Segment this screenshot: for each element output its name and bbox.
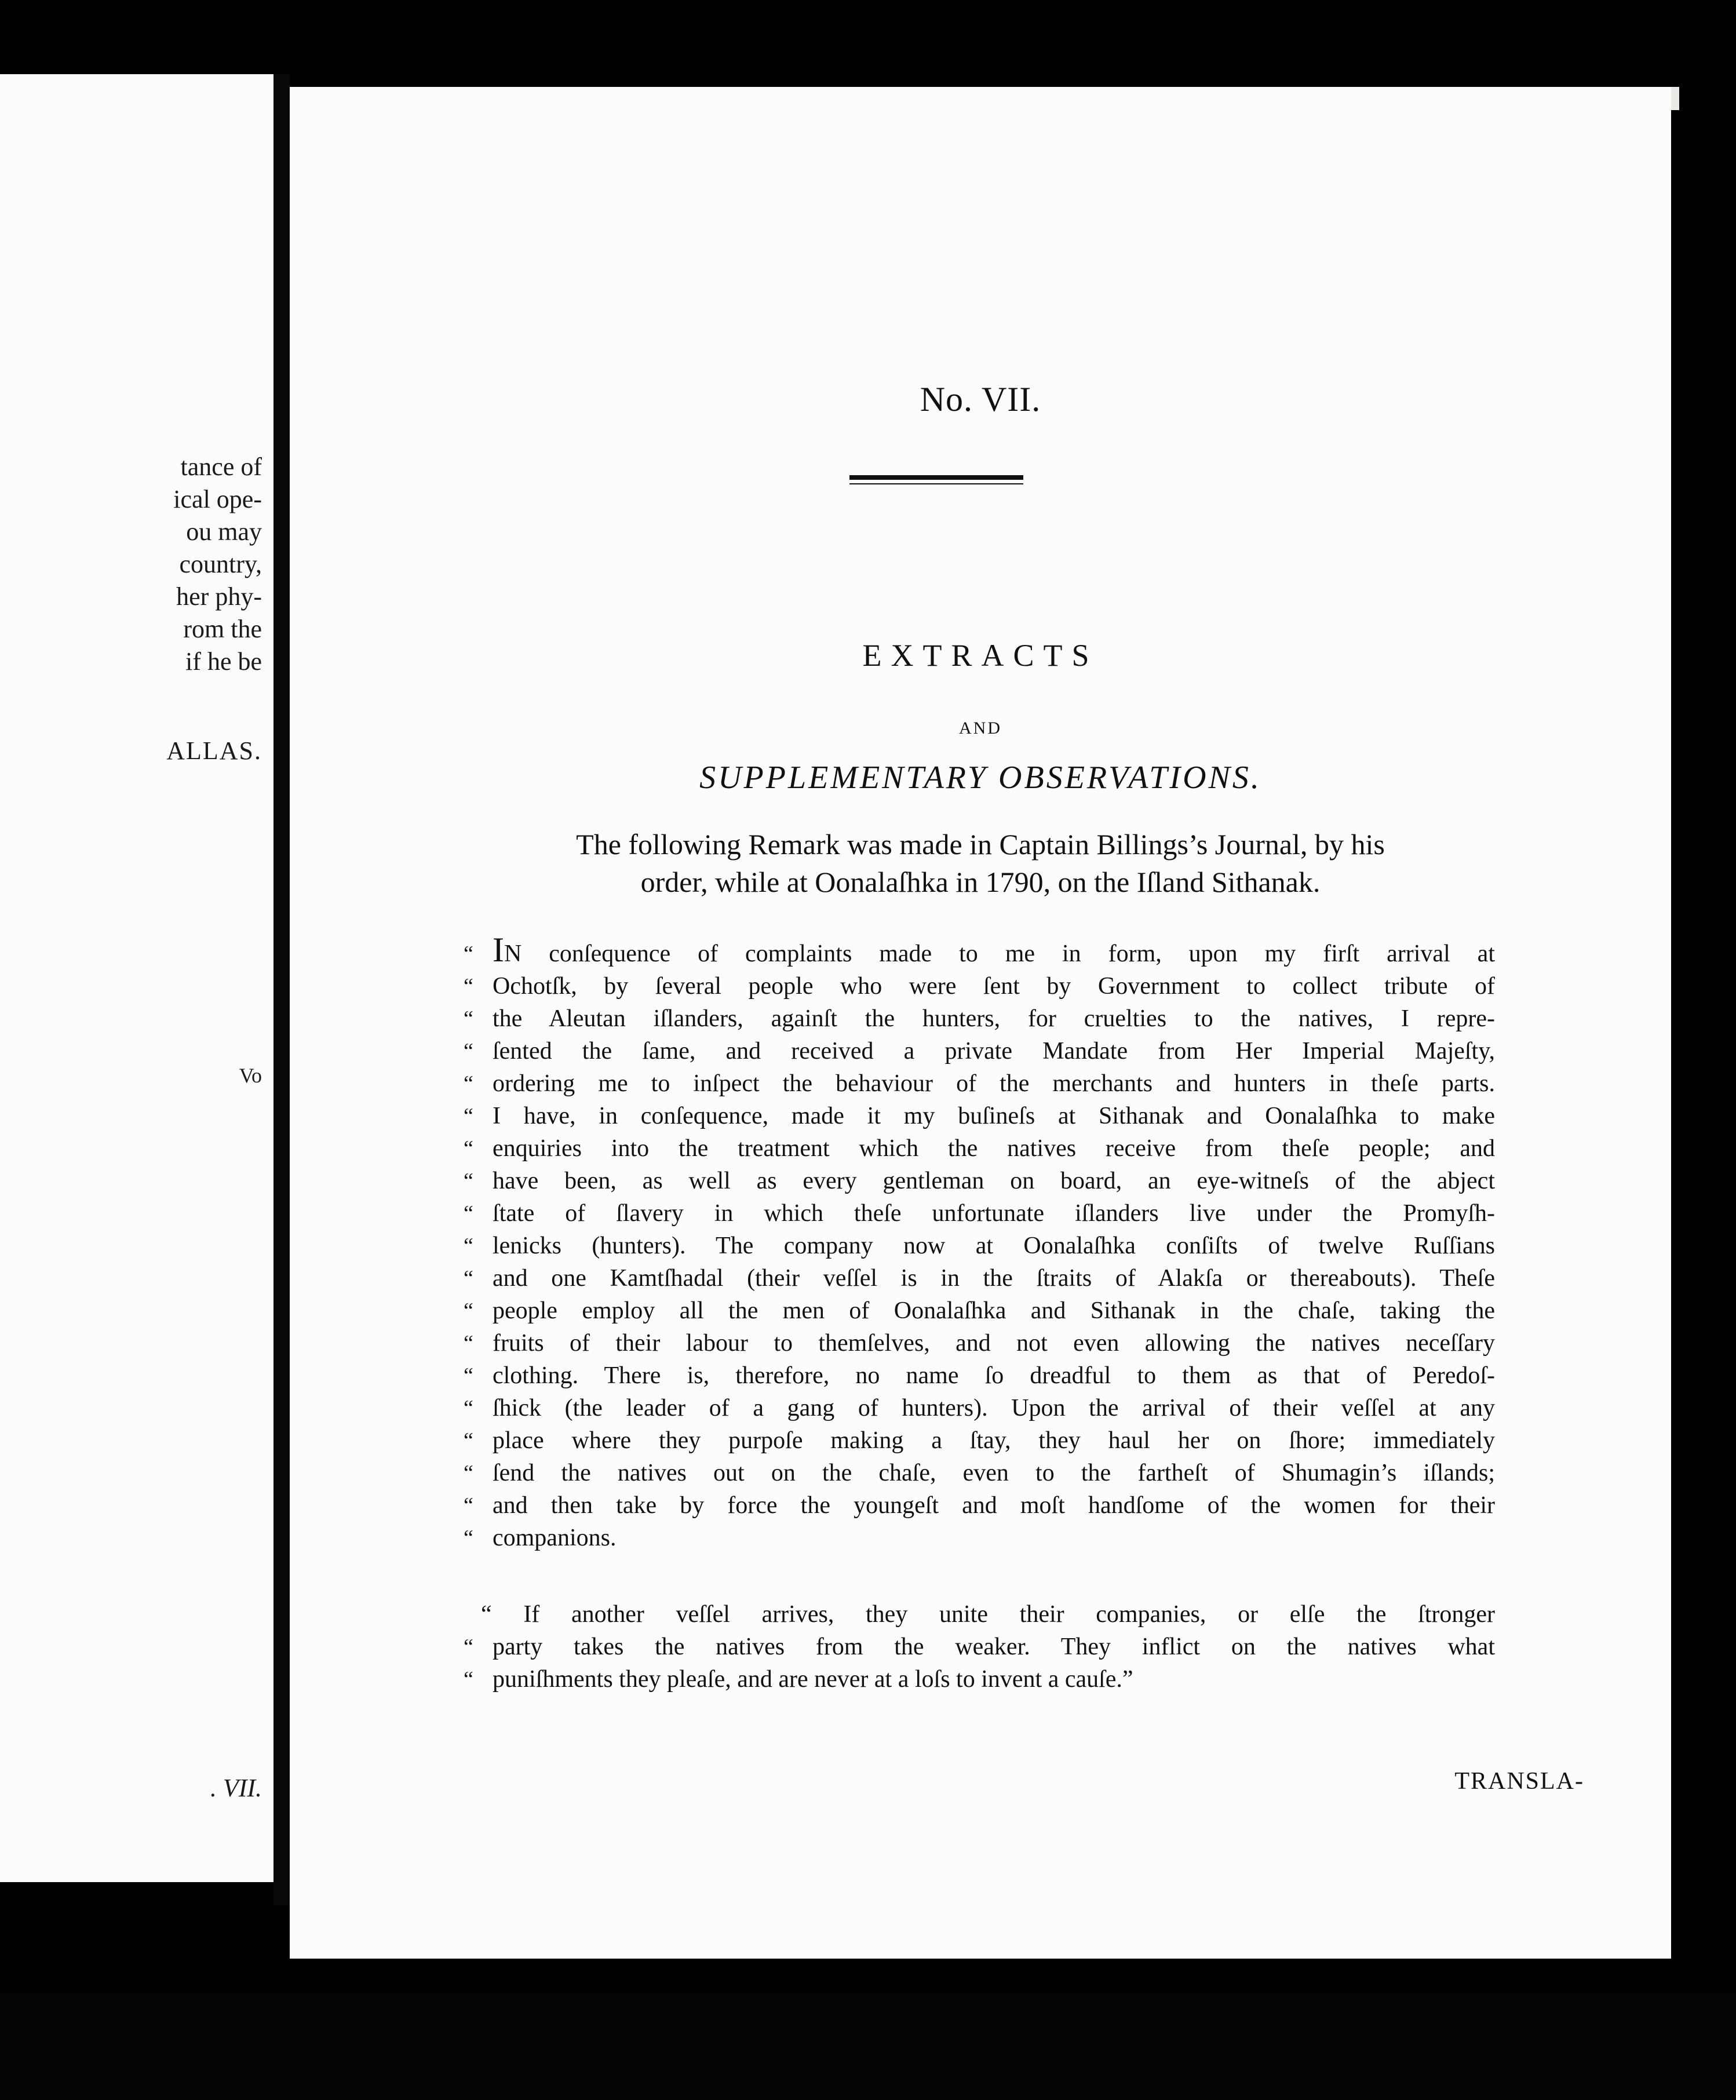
quote-mark: “ — [464, 1266, 473, 1290]
quote-mark: “ — [464, 1007, 473, 1031]
drop-cap: I — [493, 931, 504, 969]
para2-line: “ If another veſſel arrives, they unite their companies, or elſe the ſtronger — [481, 1601, 1495, 1628]
body-line: enquiries into the treatment which the natives receive from theſe people; and — [493, 1135, 1495, 1162]
body-line: ſhick (the leader of a gang of hunters). Upon the arrival of their veſſel at any — [493, 1395, 1495, 1421]
quote-mark: “ — [464, 1635, 473, 1659]
book-gutter — [273, 74, 290, 1905]
body-line: and one Kamtſhadal (their veſſel is in the ſtraits of Alakſa or thereabouts). Theſe — [493, 1265, 1495, 1292]
quote-mark: “ — [464, 1234, 473, 1258]
left-page-fragment: if he be — [185, 647, 262, 676]
body-line: fruits of their labour to themſelves, and not even allowing the natives neceſſary — [493, 1330, 1495, 1357]
quote-mark: “ — [464, 1667, 473, 1691]
quote-mark: “ — [464, 1169, 473, 1193]
para2-line: puniſhments they pleaſe, and are never at a loſs to invent a cauſe.” — [493, 1666, 1133, 1693]
body-line: companions. — [493, 1525, 617, 1551]
intro-line: The following Remark was made in Captain Billings’s Journal, by his — [576, 828, 1385, 861]
body-line: the Aleutan iſlanders, againſt the hunters, for cruelties to the natives, I repre- — [493, 1005, 1495, 1032]
para2-line: party takes the natives from the weaker. They inflict on the natives what — [493, 1634, 1495, 1660]
heading-rule-thick — [849, 475, 1023, 480]
left-page-fragment: Vo — [239, 1064, 262, 1087]
body-line: I have, in conſequence, made it my buſineſs at Sithanak and Oonalaſhka to make — [493, 1103, 1495, 1129]
quote-mark: “ — [464, 974, 473, 998]
catchword: TRANSLA- — [1454, 1768, 1584, 1795]
body-line: lenicks (hunters). The company now at Oonalaſhka conſiſts of twelve Ruſſians — [493, 1233, 1495, 1259]
left-facing-page — [0, 74, 273, 1882]
body-line: clothing. There is, therefore, no name ſo dreadful to them as that of Peredoſ- — [493, 1362, 1495, 1389]
quote-mark: “ — [464, 1461, 473, 1485]
quote-mark: “ — [464, 1526, 473, 1550]
left-page-fragment: country, — [179, 550, 262, 578]
quote-mark: “ — [464, 1039, 473, 1063]
left-page-fragment: her phy- — [176, 582, 262, 611]
quote-mark: “ — [464, 1428, 473, 1453]
first-line-text: N conſequence of complaints made to me in form, upon my firſt arrival at — [504, 940, 1495, 967]
quote-mark: “ — [464, 1493, 473, 1518]
section-subtitle: SUPPLEMENTARY OBSERVATIONS. — [699, 760, 1261, 796]
body-line: ſented the ſame, and received a private Mandate from Her Imperial Majeſty, — [493, 1038, 1495, 1064]
left-page-signature: ALLAS. — [166, 737, 262, 765]
body-line: people employ all the men of Oonalaſhka and Sithanak in the chaſe, taking the — [493, 1297, 1495, 1324]
scan-background-bottom — [0, 1993, 1736, 2100]
heading-rule-thin — [849, 483, 1023, 484]
quote-mark: “ — [464, 1104, 473, 1128]
left-page-footer: . VII. — [210, 1774, 262, 1802]
body-line: ſend the natives out on the chaſe, even to the fartheſt of Shumagin’s iſlands; — [493, 1460, 1495, 1486]
quote-mark: “ — [464, 1363, 473, 1388]
body-line: Ochotſk, by ſeveral people who were ſent by Government to collect tribute of — [493, 973, 1495, 1000]
body-line: and then take by force the youngeſt and moſt handſome of the women for their — [493, 1492, 1495, 1519]
left-page-fragment: ou may — [186, 517, 262, 546]
quote-mark: “ — [464, 1299, 473, 1323]
page-edge-shadow — [1671, 110, 1679, 1976]
quote-mark: “ — [464, 1331, 473, 1355]
intro-line: order, while at Oonalaſhka in 1790, on the Iſland Sithanak. — [640, 866, 1321, 898]
body-line: ordering me to inſpect the behaviour of the merchants and hunters in theſe parts. — [493, 1070, 1495, 1097]
bleed-through-text — [1101, 307, 1107, 334]
left-page-fragment: ical ope- — [173, 485, 262, 513]
number-heading: No. VII. — [920, 380, 1041, 418]
body-line: have been, as well as every gentleman on board, an eye-witneſs of the abject — [493, 1168, 1495, 1194]
quote-mark: “ — [464, 1071, 473, 1096]
title-conjunction: AND — [959, 719, 1002, 738]
quote-mark: “ — [464, 942, 473, 966]
body-line: ſtate of ſlavery in which theſe unfortunate iſlanders live under the Promyſh- — [493, 1200, 1495, 1227]
body-line: place where they purpoſe making a ſtay, they haul her on ſhore; immediately — [493, 1427, 1495, 1454]
body-line-first — [493, 931, 1495, 970]
left-page-fragment: rom the — [183, 615, 262, 643]
section-title: EXTRACTS — [862, 638, 1099, 673]
quote-mark: “ — [464, 1396, 473, 1420]
right-page — [290, 87, 1679, 1959]
left-page-fragment: tance of — [180, 453, 262, 481]
quote-mark: “ — [464, 1136, 473, 1161]
quote-mark: “ — [464, 1201, 473, 1226]
